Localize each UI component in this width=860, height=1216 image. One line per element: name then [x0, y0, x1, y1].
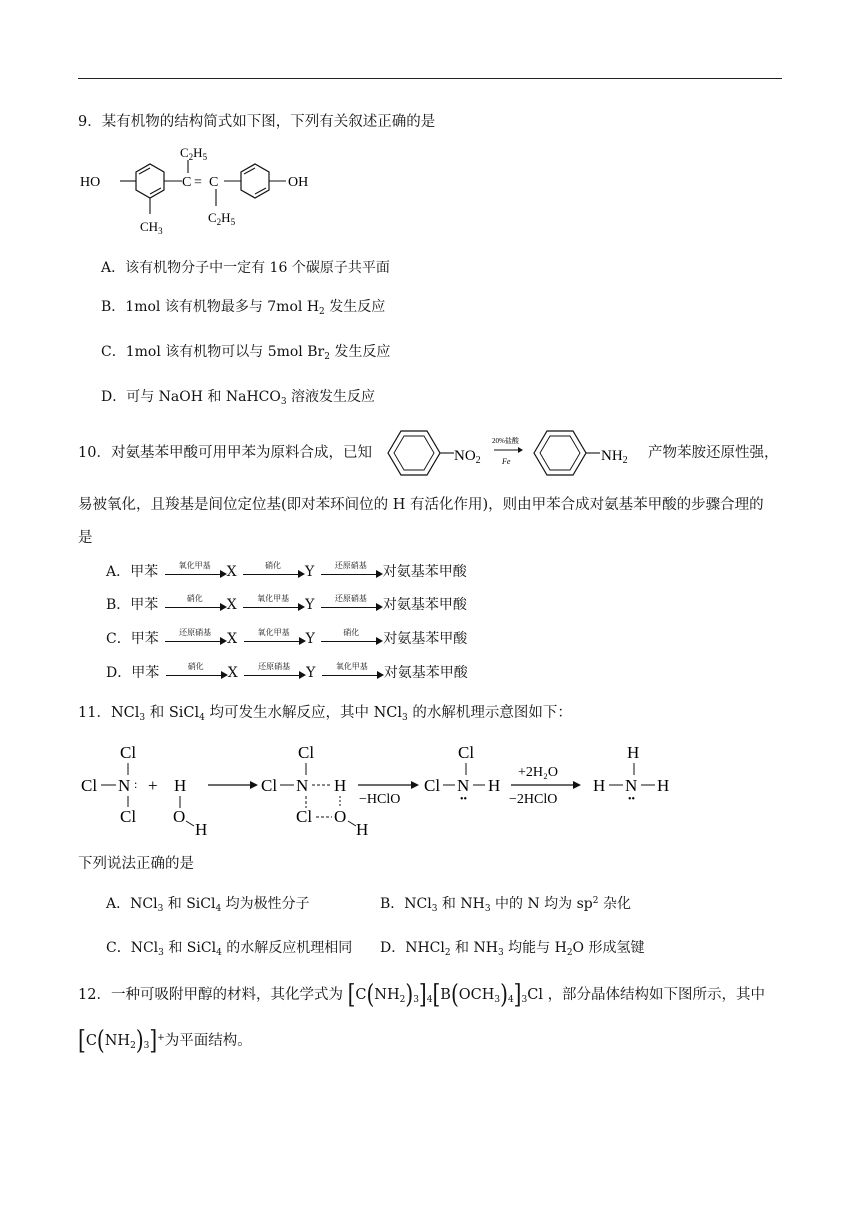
- svg-text:N: N: [118, 776, 131, 795]
- svg-text:−2HClO: −2HClO: [509, 792, 558, 807]
- q10-option-b: B．甲苯 硝化 X 氧化甲基 Y 还原硝基 对氨基苯甲酸: [106, 594, 467, 613]
- q12-stem: 12．一种可吸附甲醇的材料，其化学式为 $[C(NH_2)_3]_4[B(OCH_3)_4]_3Cl$ ，部分晶体结构如下图所示，其中: [78, 978, 766, 1010]
- svg-text:Cl: Cl: [298, 743, 315, 762]
- q11-option-a: A．NCl$_3$ 和 SiCl$_4$ 均为极性分子: [106, 896, 310, 914]
- q10-d-arrow-1: 硝化: [166, 666, 226, 680]
- svg-text:Cl: Cl: [120, 807, 137, 826]
- q11-prompt: 下列说法正确的是: [78, 856, 194, 872]
- q11-option-d: D．NHCl$_2$ 和 $NH_3$ 均能与 $H_2O$ 形成氢键: [380, 940, 645, 958]
- svg-text:Cl: Cl: [424, 776, 441, 795]
- q10-amine-label: $NH_2$: [601, 448, 628, 466]
- q10-reaction-diagram: [382, 422, 632, 484]
- q9-ho-left: HO: [80, 175, 101, 190]
- q10-a-arrow-1: 氧化甲基: [165, 565, 225, 579]
- q9-stem: 9．某有机物的结构简式如下图，下列有关叙述正确的是: [78, 114, 436, 130]
- q10-b-arrow-2: 氧化甲基: [243, 598, 303, 612]
- q9-option-b: B．1mol 该有机物最多与 7mol $H_2$ 发生反应: [101, 299, 386, 317]
- svg-text:H: H: [627, 743, 640, 762]
- svg-text:H: H: [593, 776, 606, 795]
- svg-text:H: H: [657, 776, 670, 795]
- q10-option-c: C．甲苯 还原硝基 X 氧化甲基 Y 硝化 对氨基苯甲酸: [106, 628, 468, 647]
- svg-text:N: N: [457, 776, 470, 795]
- svg-text:Cl: Cl: [296, 807, 313, 826]
- q10-condition-bottom: Fe: [502, 457, 511, 466]
- svg-text:+: +: [148, 776, 158, 795]
- q10-c-arrow-3: 硝化: [321, 632, 381, 646]
- svg-text:H: H: [334, 776, 347, 795]
- svg-text:N: N: [296, 776, 309, 795]
- q10-a-arrow-2: 硝化: [243, 565, 303, 579]
- q10-stem-end: 产物苯胺还原性强，: [648, 445, 779, 461]
- svg-text::: :: [134, 777, 138, 791]
- q9-option-d: D．可与 NaOH 和 NaHCO$_3$ 溶液发生反应: [101, 389, 376, 407]
- svg-text:••: ••: [460, 794, 468, 805]
- q9-ethyl-bottom: $C_2H_5$: [208, 210, 236, 227]
- svg-text:Cl: Cl: [120, 743, 137, 762]
- svg-text:Cl: Cl: [458, 743, 475, 762]
- q10-line3: 是: [78, 530, 93, 546]
- svg-text:Cl: Cl: [261, 776, 278, 795]
- q11-option-c: C．NCl$_3$ 和 SiCl$_4$ 的水解反应机理相同: [106, 940, 353, 958]
- q10-line2: 易被氧化，且羧基是间位定位基(即对苯环间位的 H 有活化作用)，则由甲苯合成对氨基苯甲酸的步骤合理的: [78, 497, 764, 513]
- q10-b-arrow-1: 硝化: [165, 598, 225, 612]
- svg-text:O: O: [173, 807, 186, 826]
- q10-option-d: D．甲苯 硝化 X 还原硝基 Y 氧化甲基 对氨基苯甲酸: [106, 662, 468, 681]
- q9-option-a: A．该有机物分子中一定有 16 个碳原子共平面: [101, 260, 390, 276]
- header-rule: [78, 78, 782, 79]
- q11-stem: 11．NCl$_3$ 和 SiCl$_4$ 均可发生水解反应，其中 NCl$_3$ 的水解机理示意图如下：: [78, 705, 572, 723]
- q10-c-arrow-1: 还原硝基: [165, 632, 225, 646]
- svg-text:N: N: [625, 776, 638, 795]
- q12-formula: $[C(NH_2)_3]_4[B(OCH_3)_4]_3Cl$: [347, 978, 543, 1010]
- q10-d-arrow-2: 还原硝基: [244, 666, 304, 680]
- q9-oh-right: OH: [288, 175, 309, 190]
- svg-text:H: H: [174, 776, 187, 795]
- q12-line2: $[C(NH_2)_3]^+$为平面结构。: [78, 1024, 252, 1056]
- q9-c1: C: [182, 175, 192, 190]
- q10-condition-top: 20%盐酸: [492, 437, 519, 445]
- q11-option-b: B．NCl$_3$ 和 $NH_3$ 中的 N 均为 $sp^2$ 杂化: [380, 896, 631, 914]
- q11-mechanism-diagram: [78, 738, 698, 838]
- svg-text:••: ••: [628, 794, 636, 805]
- q9-eq: =: [194, 175, 202, 190]
- q10-c-arrow-2: 氧化甲基: [244, 632, 304, 646]
- q9-methyl: $CH_3$: [140, 219, 163, 236]
- q10-d-arrow-3: 氧化甲基: [322, 666, 382, 680]
- q9-c2: C: [209, 175, 219, 190]
- svg-text:−HClO: −HClO: [359, 792, 401, 807]
- q10-nitro-label: $NO_2$: [454, 448, 481, 466]
- q9-structure-diagram: [78, 140, 328, 245]
- q10-a-arrow-3: 还原硝基: [321, 565, 381, 579]
- svg-text:O: O: [334, 807, 347, 826]
- svg-text:+2H₂O: +2H₂O: [518, 765, 558, 780]
- q10-stem-start: 10．对氨基苯甲酸可用甲苯为原料合成，已知: [78, 445, 372, 461]
- q9-ethyl-top: $C_2H_5$: [180, 145, 208, 162]
- q10-b-arrow-3: 还原硝基: [321, 598, 381, 612]
- svg-text:H: H: [488, 776, 501, 795]
- svg-text:H: H: [195, 820, 208, 838]
- svg-text:Cl: Cl: [81, 776, 98, 795]
- q9-option-c: C．1mol 该有机物可以与 5mol $Br_2$ 发生反应: [101, 344, 391, 362]
- svg-text:H: H: [356, 820, 369, 838]
- q10-option-a: A．甲苯 氧化甲基 X 硝化 Y 还原硝基 对氨基苯甲酸: [106, 561, 467, 580]
